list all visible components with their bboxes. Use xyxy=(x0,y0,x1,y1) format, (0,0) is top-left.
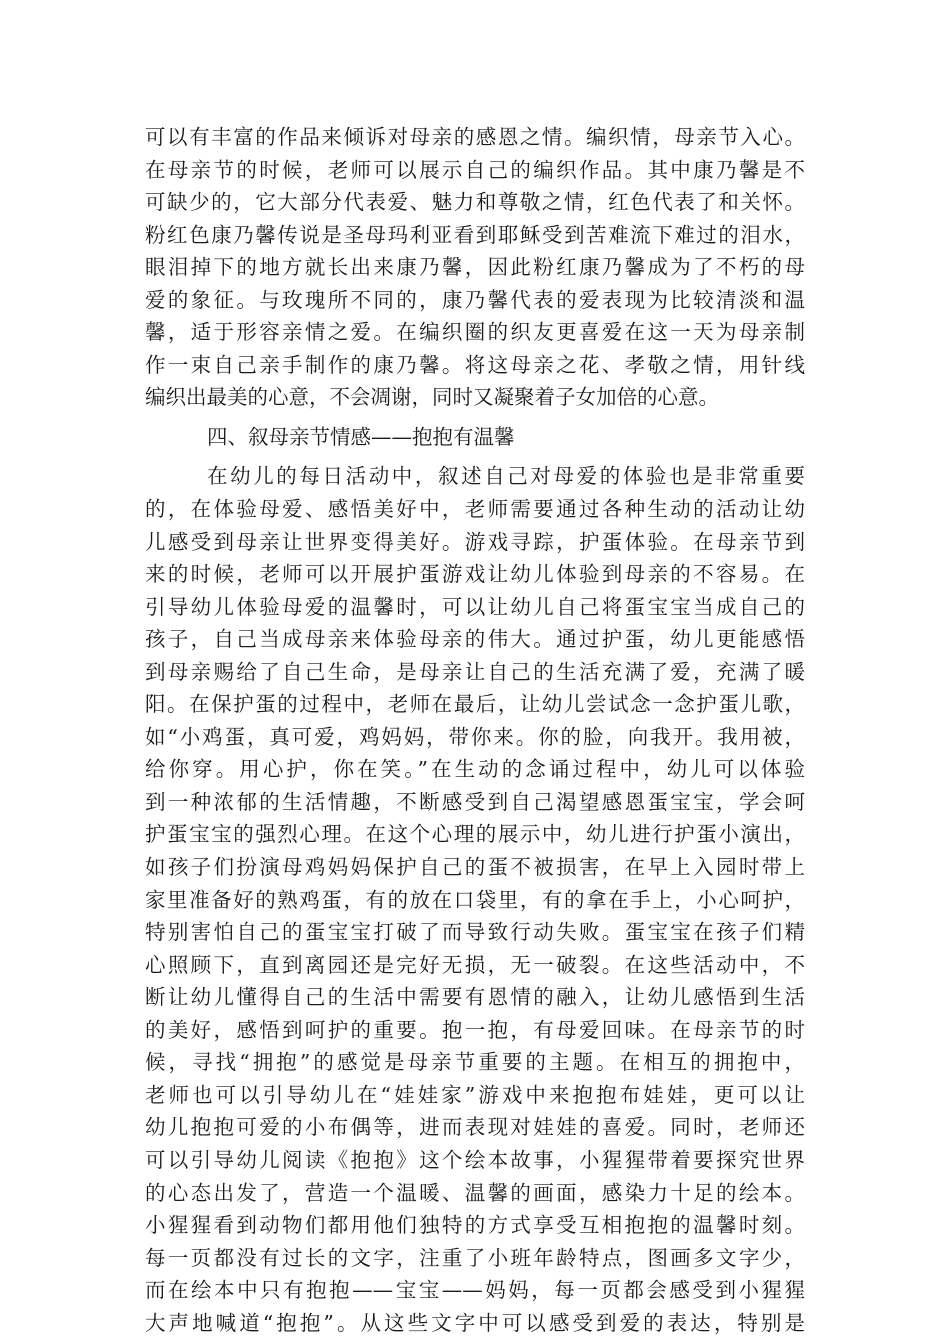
text-line: 而在绘本中只有抱抱——宝宝——妈妈，每一页都会感受到小猩猩 xyxy=(145,1278,805,1303)
text-line: 到母亲赐给了自己生命，是母亲让自己的生活充满了爱，充满了暖 xyxy=(145,659,805,684)
text-line: 阳。在保护蛋的过程中，老师在最后，让幼儿尝试念一念护蛋儿歌， xyxy=(145,692,805,717)
section-heading: 四、叙母亲节情感——抱抱有温馨 xyxy=(207,424,515,449)
text-line: 每一页都没有过长的文字，注重了小班年龄特点，图画多文字少， xyxy=(145,1245,805,1270)
text-line: 特别害怕自己的蛋宝宝打破了而导致行动失败。蛋宝宝在孩子们精 xyxy=(145,920,805,945)
paragraph-egg-protection-and-hugs xyxy=(145,460,805,1339)
text-line: 老师也可以引导幼儿在“娃娃家”游戏中来抱抱布娃娃，更可以让 xyxy=(145,1082,805,1107)
text-line: 来的时候，老师可以开展护蛋游戏让幼儿体验到母亲的不容易。在 xyxy=(145,562,805,587)
text-line: 大声地喊道“抱抱”。从这些文字中可以感受到爱的表达，特别是 xyxy=(145,1310,805,1335)
text-line: 小猩猩看到动物们都用他们独特的方式享受互相抱抱的温馨时刻。 xyxy=(145,1213,805,1238)
text-line: 可以有丰富的作品来倾诉对母亲的感恩之情。编织情，母亲节入心。 xyxy=(145,125,805,149)
text-line: 的，在体验母爱、感悟美好中，老师需要通过各种生动的活动让幼 xyxy=(145,497,805,522)
text-line: 编织出最美的心意，不会凋谢，同时又凝聚着子女加倍的心意。 xyxy=(145,385,719,410)
text-line: 在母亲节的时候，老师可以展示自己的编织作品。其中康乃馨是不 xyxy=(145,157,805,182)
text-line: 眼泪掉下的地方就长出来康乃馨，因此粉红康乃馨成为了不朽的母 xyxy=(145,255,805,280)
document-body xyxy=(145,121,805,1339)
text-line: 候，寻找“拥抱”的感觉是母亲节重要的主题。在相互的拥抱中， xyxy=(145,1050,805,1075)
text-line: 粉红色康乃馨传说是圣母玛利亚看到耶稣受到苦难流下难过的泪水， xyxy=(145,222,805,247)
text-line: 幼儿抱抱可爱的小布偶等，进而表现对娃娃的喜爱。同时，老师还 xyxy=(145,1115,805,1140)
text-line: 引导幼儿体验母爱的温馨时，可以让幼儿自己将蛋宝宝当成自己的 xyxy=(145,594,805,619)
text-line: 如孩子们扮演母鸡妈妈保护自己的蛋不被损害，在早上入园时带上 xyxy=(145,855,805,880)
text-line: 家里准备好的熟鸡蛋，有的放在口袋里，有的拿在手上，小心呵护， xyxy=(145,887,805,912)
text-line: 如“小鸡蛋，真可爱，鸡妈妈，带你来。你的脸，向我开。我用被， xyxy=(145,724,805,749)
paragraph-knitting-carnation xyxy=(145,121,805,414)
text-line: 爱的象征。与玫瑰所不同的，康乃馨代表的爱表现为比较清淡和温 xyxy=(145,287,805,312)
text-line: 给你穿。用心护，你在笑。”在生动的念诵过程中，幼儿可以体验 xyxy=(145,757,805,782)
text-line: 馨，适于形容亲情之爱。在编织圈的织友更喜爱在这一天为母亲制 xyxy=(145,320,805,345)
text-line: 在幼儿的每日活动中，叙述自己对母爱的体验也是非常重要 xyxy=(207,464,805,489)
text-line: 可以引导幼儿阅读《抱抱》这个绘本故事，小猩猩带着要探究世界 xyxy=(145,1147,805,1172)
text-line: 护蛋宝宝的强烈心理。在这个心理的展示中，幼儿进行护蛋小演出， xyxy=(145,822,805,847)
text-line: 儿感受到母亲让世界变得美好。游戏寻踪，护蛋体验。在母亲节到 xyxy=(145,529,805,554)
text-line: 的心态出发了，营造一个温暖、温馨的画面，感染力十足的绘本。 xyxy=(145,1180,805,1205)
text-line: 断让幼儿懂得自己的生活中需要有恩情的融入，让幼儿感悟到生活 xyxy=(145,985,805,1010)
text-line: 心照顾下，直到离园还是完好无损，无一破裂。在这些活动中，不 xyxy=(145,952,805,977)
text-line: 到一种浓郁的生活情趣，不断感受到自己渴望感恩蛋宝宝，学会呵 xyxy=(145,789,805,814)
text-line: 作一束自己亲手制作的康乃馨。将这母亲之花、孝敬之情，用针线 xyxy=(145,352,805,377)
text-line: 的美好，感悟到呵护的重要。抱一抱，有母爱回味。在母亲节的时 xyxy=(145,1017,805,1042)
text-line: 孩子，自己当成母亲来体验母亲的伟大。通过护蛋，幼儿更能感悟 xyxy=(145,627,805,652)
text-line: 可缺少的，它大部分代表爱、魅力和尊敬之情，红色代表了和关怀。 xyxy=(145,190,805,215)
